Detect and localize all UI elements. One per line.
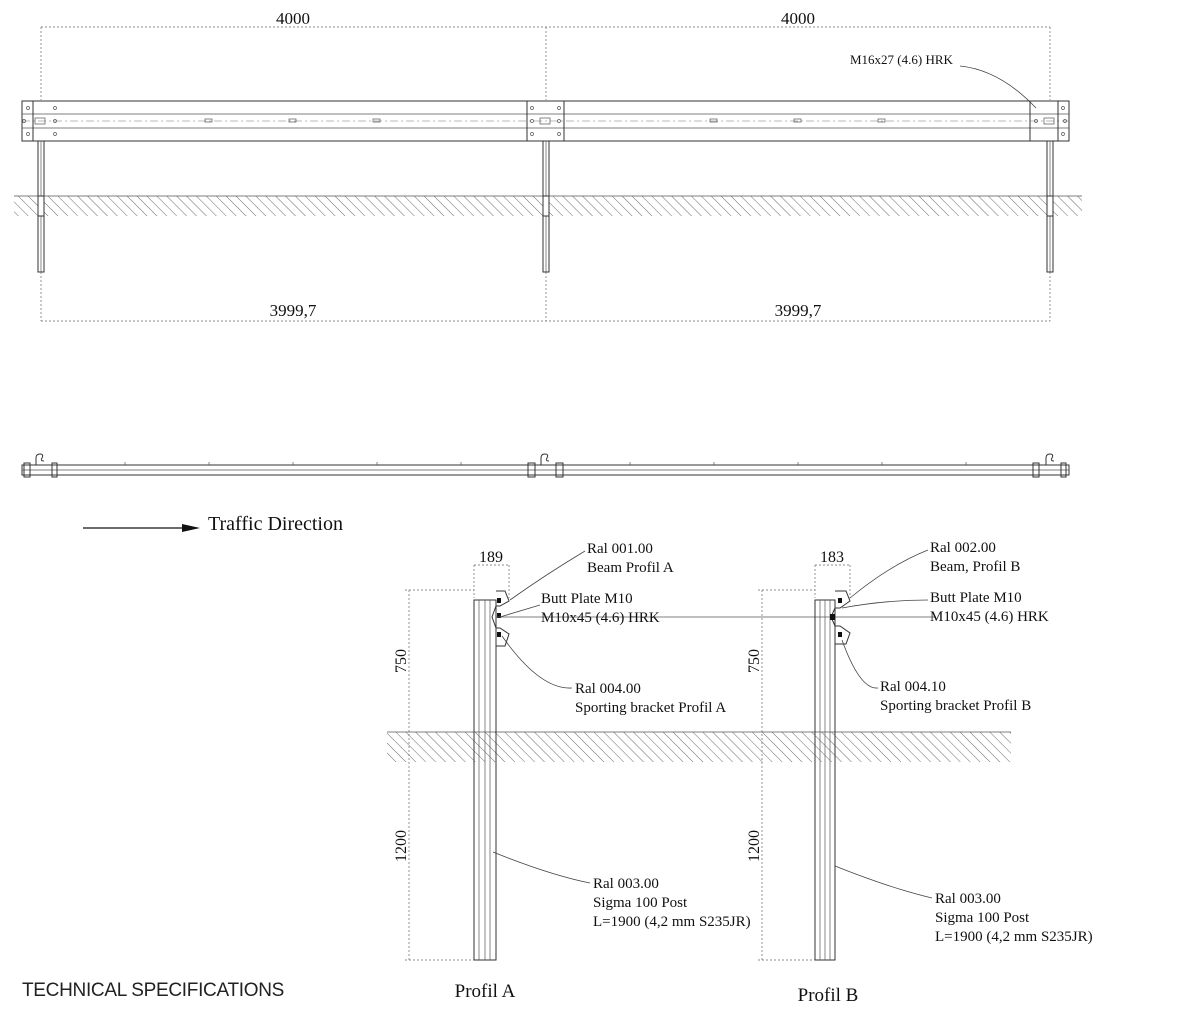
profile-b-beam-code: Ral 002.00 [930, 540, 996, 556]
profile-a-butt-plate: Butt Plate M10 [541, 591, 633, 607]
plan-view [22, 454, 1069, 477]
profile-a-title: Profil A [454, 981, 516, 1002]
profile-b-bracket-code: Ral 004.10 [880, 679, 946, 695]
profile-b-post-name: Sigma 100 Post [935, 910, 1030, 926]
traffic-direction-label: Traffic Direction [208, 513, 343, 535]
profile-b-beam-name: Beam, Profil B [930, 559, 1021, 575]
profile-b-butt-plate: Butt Plate M10 [930, 590, 1022, 606]
profile-b [746, 540, 1093, 1006]
top-dim-2: 4000 [781, 9, 815, 28]
top-dim-1: 4000 [276, 9, 310, 28]
bolt-leader [960, 66, 1036, 108]
beam-elevation [22, 101, 1069, 141]
bottom-dim-1: 3999,7 [269, 301, 317, 320]
profile-a-beam-name: Beam Profil A [587, 560, 674, 576]
front-elevation [14, 9, 1082, 321]
profile-b-post-code: Ral 003.00 [935, 891, 1001, 907]
profile-a-bracket-code: Ral 004.00 [575, 681, 641, 697]
bolt-label-top: M16x27 (4.6) HRK [850, 52, 953, 67]
profile-b-post-spec: L=1900 (4,2 mm S235JR) [935, 929, 1093, 945]
profile-a-width-dim: 189 [479, 549, 503, 566]
ground-hatch-top [14, 196, 1082, 216]
profile-b-bolt: M10x45 (4.6) HRK [930, 609, 1049, 625]
bottom-dim-2: 3999,7 [774, 301, 822, 320]
profile-a-bracket-name: Sporting bracket Profil A [575, 700, 727, 716]
profile-a-height-dim: 750 [393, 649, 410, 673]
profile-b-height-dim: 750 [746, 649, 763, 673]
profile-a-depth-dim: 1200 [393, 830, 410, 862]
profile-a-bolt: M10x45 (4.6) HRK [541, 610, 660, 626]
profile-b-bracket-name: Sporting bracket Profil B [880, 698, 1032, 714]
profile-a-post-code: Ral 003.00 [593, 876, 659, 892]
technical-specifications-title: TECHNICAL SPECIFICATIONS [22, 980, 285, 1001]
profile-a [387, 541, 1011, 1002]
profile-a-post-spec: L=1900 (4,2 mm S235JR) [593, 914, 751, 930]
profile-b-width-dim: 183 [820, 549, 844, 566]
bottom-dimension-line [41, 272, 1050, 321]
profile-a-beam-code: Ral 001.00 [587, 541, 653, 557]
profile-b-title: Profil B [797, 985, 859, 1006]
traffic-direction-arrow [83, 524, 200, 532]
profile-a-post-name: Sigma 100 Post [593, 895, 688, 911]
profile-b-depth-dim: 1200 [746, 830, 763, 862]
